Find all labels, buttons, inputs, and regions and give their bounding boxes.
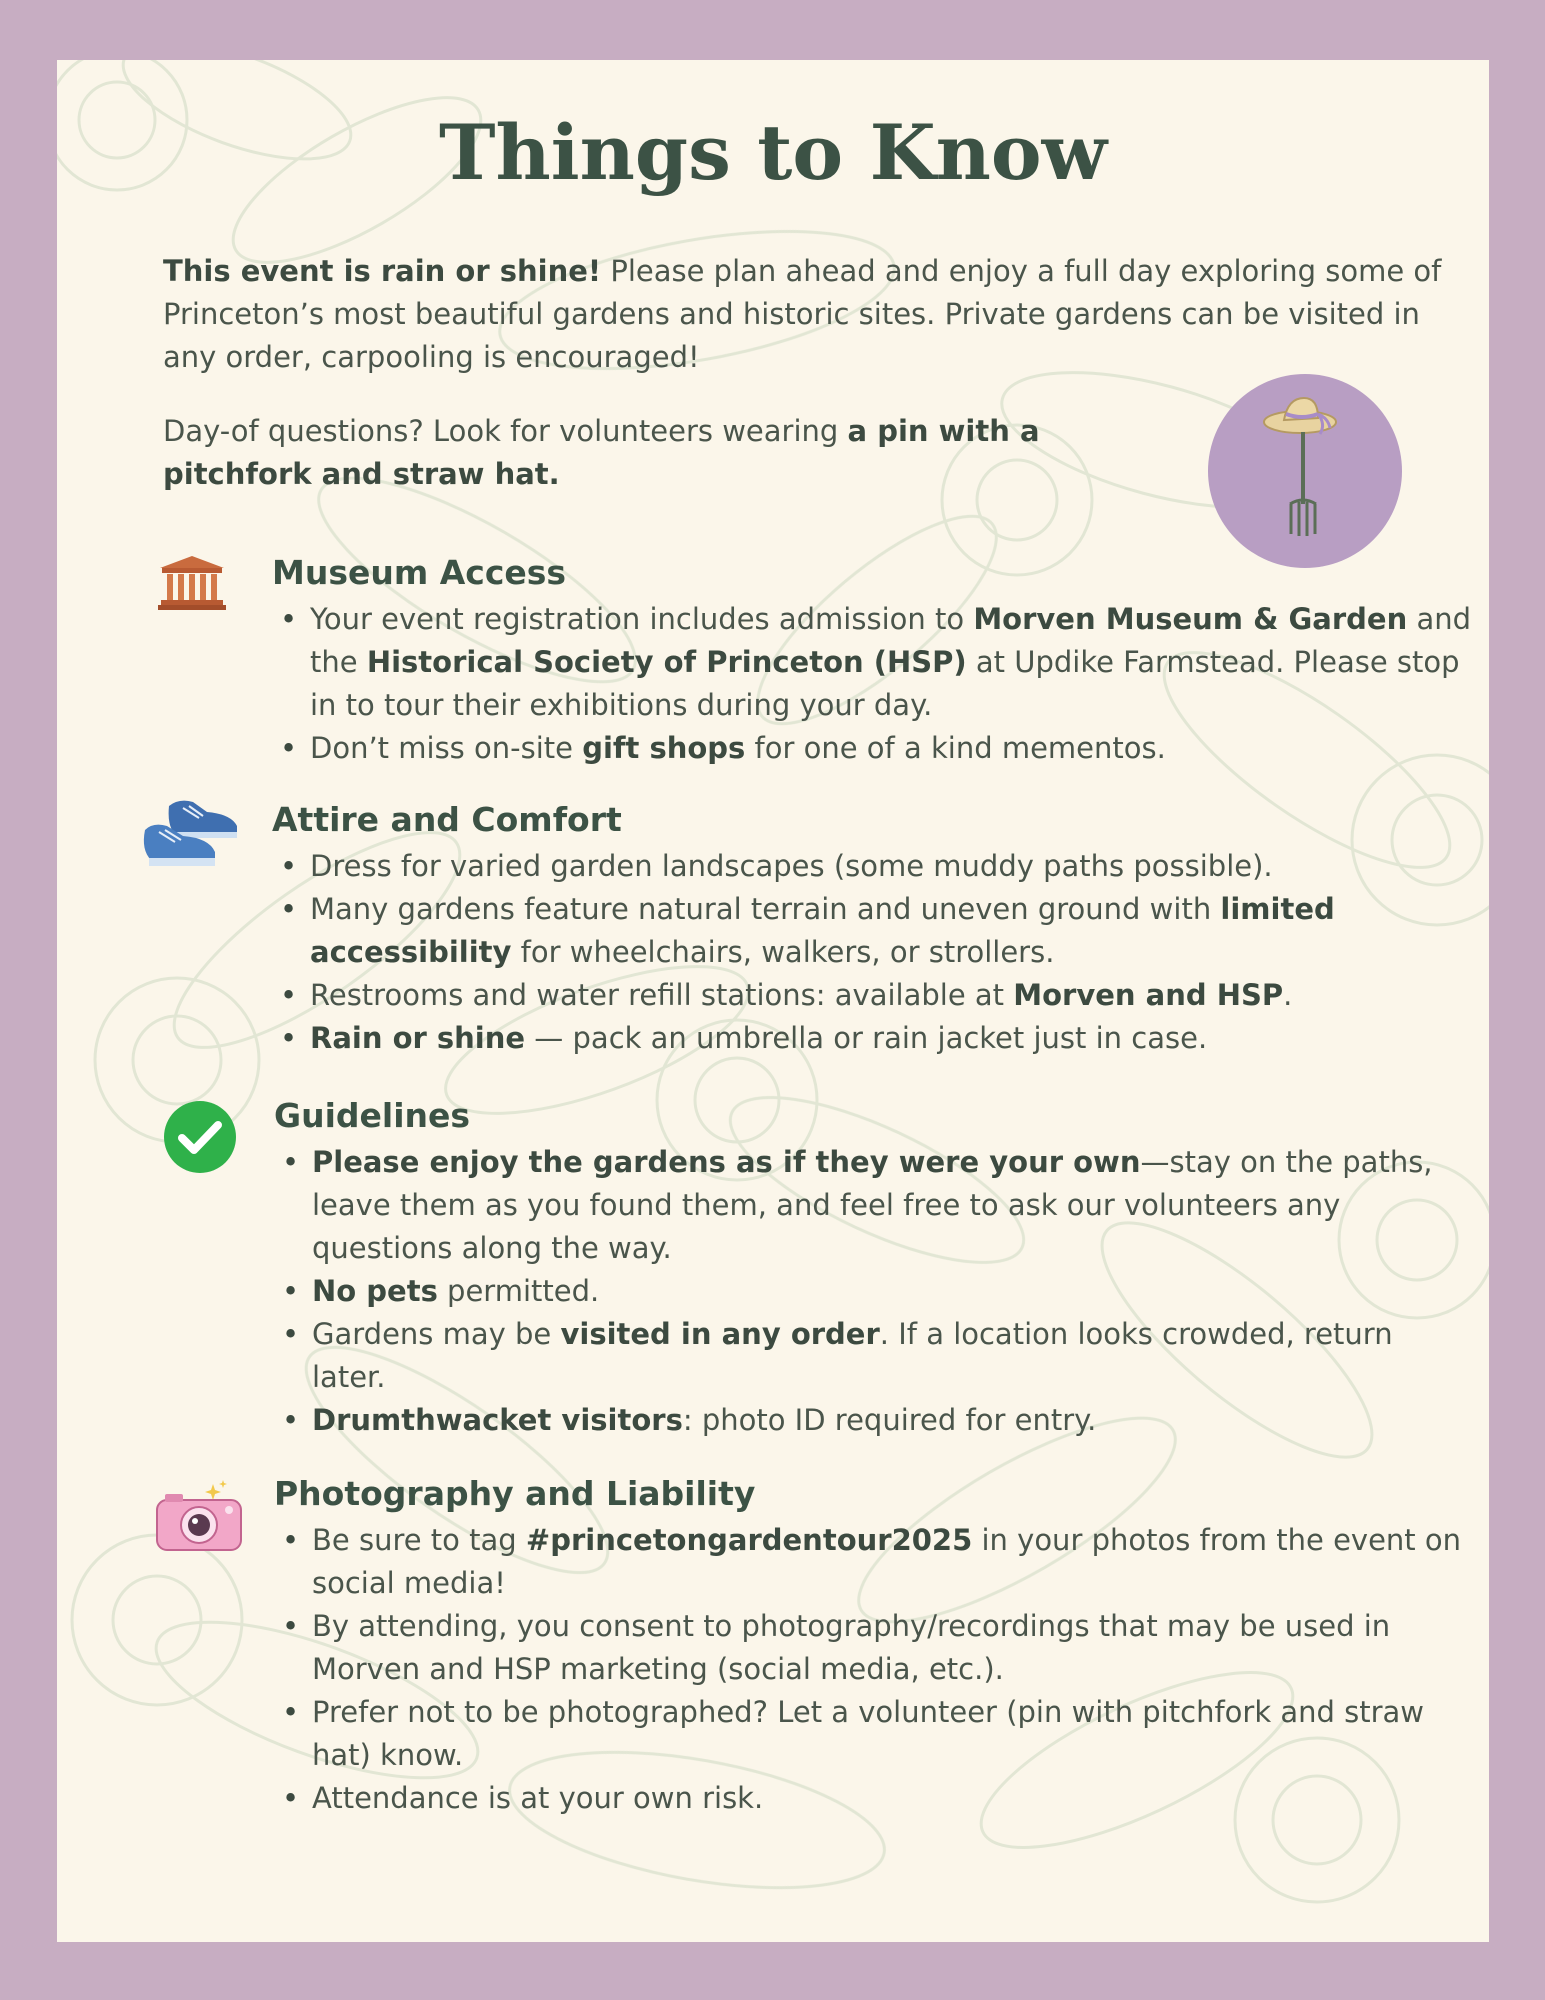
list-item: • Your event registration includes admission to Morven Museum & Garden and the Historical Society of Princeton (HSP) at Updike Farmstead. Please stop in to tour their exhibitions during your day. — [272, 598, 1472, 727]
list-item: • Prefer not to be photographed? Let a volunteer (pin with pitchfork and straw hat) know. — [274, 1691, 1472, 1777]
intro-lead-text: Please plan ahead and enjoy a full day exploring some of Princeton’s most beautiful gardens and historic sites. Private gardens can be visited in any order, carpooling is encouraged! — [163, 254, 1442, 374]
attire-comfort-list — [272, 845, 1472, 1060]
list-item: • By attending, you consent to photography/recordings that may be used in Morven and HSP marketing (social media, etc.). — [274, 1605, 1472, 1691]
pitchfork-straw-hat-icon — [1208, 374, 1402, 568]
volunteer-pin-badge — [1208, 374, 1402, 568]
list-item: • Be sure to tag #princetongardentour2025 in your photos from the event on social media! — [274, 1519, 1472, 1605]
dayof-paragraph — [163, 410, 1163, 496]
list-item: • Please enjoy the gardens as if they were your own—stay on the paths, leave them as you found them, and feel free to ask our volunteers any questions along the way. — [274, 1141, 1472, 1270]
dayof-text: Day-of questions? Look for volunteers wearing — [163, 414, 848, 448]
museum-access-list — [272, 598, 1472, 770]
list-item: • Attendance is at your own risk. — [274, 1777, 1472, 1820]
list-item: • Drumthwacket visitors: photo ID required for entry. — [274, 1399, 1472, 1442]
section-title-guidelines: Guidelines — [274, 1096, 471, 1135]
dayof-bold: a pin with a pitchfork and straw hat. — [163, 414, 1040, 491]
section-title-museum-access: Museum Access — [272, 553, 567, 592]
list-item: • Dress for varied garden landscapes (some muddy paths possible). — [272, 845, 1472, 888]
section-title-attire-comfort: Attire and Comfort — [272, 800, 622, 839]
list-item: • Restrooms and water refill stations: available at Morven and HSP. — [272, 974, 1472, 1017]
intro-lead-bold: This event is rain or shine! — [163, 254, 602, 288]
section-title-photography-liability: Photography and Liability — [274, 1474, 756, 1513]
page-title: Things to Know — [438, 108, 1107, 197]
list-item: • Gardens may be visited in any order. If a location looks crowded, return later. — [274, 1313, 1472, 1399]
museum-icon — [158, 554, 226, 610]
list-item: • Many gardens feature natural terrain and uneven ground with limited accessibility for wheelchairs, walkers, or strollers. — [272, 888, 1472, 974]
intro-paragraph — [163, 250, 1453, 379]
flyer-page — [57, 60, 1489, 1942]
list-item: • Don’t miss on-site gift shops for one of a kind mementos. — [272, 727, 1472, 770]
sneakers-icon — [139, 796, 245, 872]
camera-icon — [153, 1478, 245, 1554]
check-icon — [163, 1100, 237, 1174]
guidelines-list — [274, 1141, 1472, 1442]
list-item: • Rain or shine — pack an umbrella or rain jacket just in case. — [272, 1017, 1472, 1060]
list-item: • No pets permitted. — [274, 1270, 1472, 1313]
photography-liability-list — [274, 1519, 1472, 1820]
